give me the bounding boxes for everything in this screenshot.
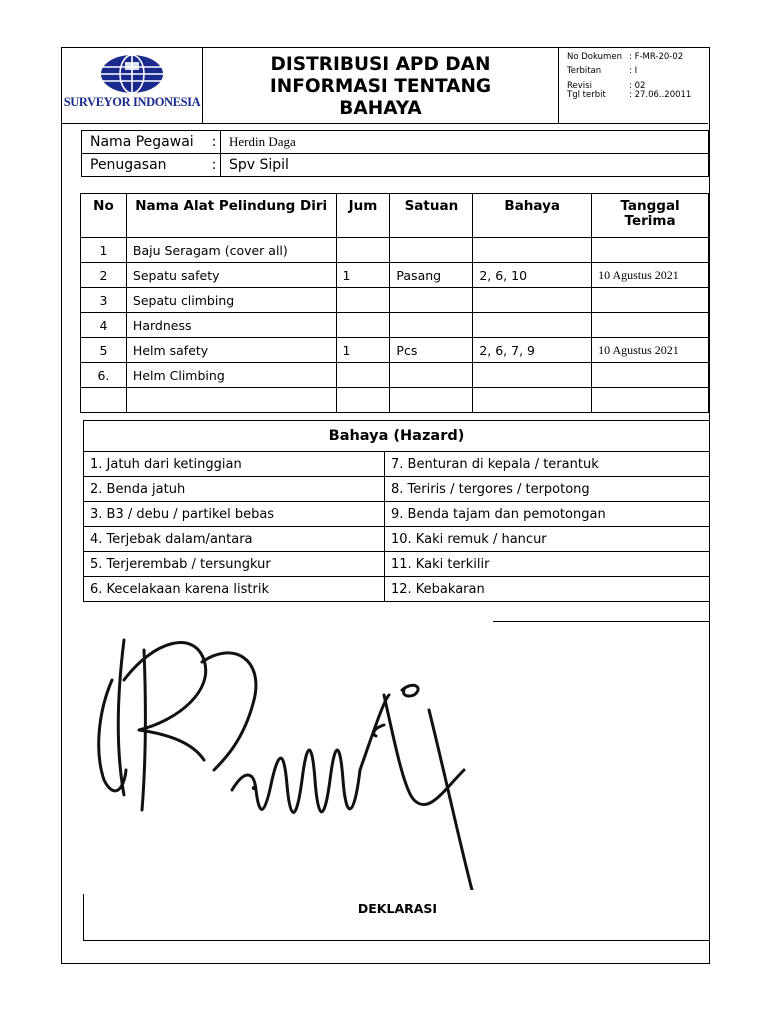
hazard-item: 11. Kaki terkilir [385, 552, 710, 577]
hazard-item: 8. Teriris / tergores / terpotong [385, 477, 710, 502]
cell-name [126, 388, 336, 413]
cell-date: 10 Agustus 2021 [592, 338, 709, 363]
meta-row: No Dokumen : F-MR-20-02 [567, 52, 684, 62]
cell-no: 4 [81, 313, 127, 338]
cell-hazard: 2, 6, 7, 9 [473, 338, 592, 363]
hazard-item: 1. Jatuh dari ketinggian [84, 452, 385, 477]
cell-unit [390, 363, 473, 388]
document-header [62, 48, 708, 124]
table-row [81, 388, 709, 413]
cell-hazard [473, 288, 592, 313]
hazard-row [84, 502, 710, 527]
cell-qty [336, 363, 390, 388]
meta-row: Terbitan : I [567, 66, 638, 76]
hazard-item: 12. Kebakaran [385, 577, 710, 602]
logo-text: SURVEYOR INDONESIA [63, 95, 201, 109]
cell-qty [336, 388, 390, 413]
col-header-unit: Satuan [390, 194, 473, 238]
table-row [81, 288, 709, 313]
cell-no: 5 [81, 338, 127, 363]
cell-date [592, 288, 709, 313]
cell-date: 10 Agustus 2021 [592, 263, 709, 288]
table-row [81, 338, 709, 363]
hazard-title-row [84, 421, 710, 452]
meta-row: Revisi : 02 [567, 81, 646, 91]
hazard-item: 7. Benturan di kepala / terantuk [385, 452, 710, 477]
table-row [81, 238, 709, 263]
hazard-title: Bahaya (Hazard) [84, 421, 710, 452]
cell-no [81, 388, 127, 413]
cell-no: 6. [81, 363, 127, 388]
assignment-label: Penugasan [82, 154, 209, 177]
cell-name: Baju Seragam (cover all) [126, 238, 336, 263]
cell-name: Sepatu safety [126, 263, 336, 288]
cell-qty [336, 238, 390, 263]
cell-unit [390, 313, 473, 338]
title-line-1: DISTRIBUSI APD DAN [270, 54, 491, 75]
cell-hazard [473, 313, 592, 338]
cell-unit: Pasang [390, 263, 473, 288]
cell-date [592, 363, 709, 388]
hazard-table [83, 420, 710, 602]
cell-date [592, 238, 709, 263]
col-header-no: No [81, 194, 127, 238]
meta-row: Tgl terbit : 27.06..20011 [567, 90, 692, 100]
name-label: Nama Pegawai [82, 131, 209, 154]
declaration-title: DEKLARASI [357, 901, 438, 916]
hazard-item: 4. Terjebak dalam/antara [84, 527, 385, 552]
cell-qty [336, 288, 390, 313]
company-logo [62, 48, 203, 123]
globe-logo-icon [99, 54, 165, 94]
cell-qty [336, 313, 390, 338]
title-line-3: BAHAYA [339, 98, 422, 119]
assignment-colon: : [208, 154, 221, 177]
hazard-item: 10. Kaki remuk / hancur [385, 527, 710, 552]
table-row [81, 363, 709, 388]
cell-no: 2 [81, 263, 127, 288]
name-value: Herdin Daga [221, 131, 709, 154]
cell-name: Sepatu climbing [126, 288, 336, 313]
document-page [61, 47, 710, 964]
hazard-row [84, 477, 710, 502]
cell-hazard [473, 388, 592, 413]
employee-table [81, 130, 709, 177]
hazard-row [84, 527, 710, 552]
cell-hazard: 2, 6, 10 [473, 263, 592, 288]
hazard-row [84, 577, 710, 602]
hazard-item: 2. Benda jatuh [84, 477, 385, 502]
cell-date [592, 388, 709, 413]
hazard-row [84, 552, 710, 577]
ppe-table [80, 193, 709, 413]
cell-date [592, 313, 709, 338]
employee-name-row [82, 131, 709, 154]
cell-name: Helm Climbing [126, 363, 336, 388]
cell-name: Helm safety [126, 338, 336, 363]
declaration-box [83, 894, 710, 941]
document-meta [559, 48, 709, 123]
cell-unit: Pcs [390, 338, 473, 363]
assignment-value: Spv Sipil [221, 154, 709, 177]
hazard-item: 5. Terjerembab / tersungkur [84, 552, 385, 577]
cell-unit [390, 238, 473, 263]
cell-no: 3 [81, 288, 127, 313]
table-row [81, 313, 709, 338]
col-header-hazard: Bahaya [473, 194, 592, 238]
signature-line [493, 621, 710, 622]
cell-qty: 1 [336, 263, 390, 288]
col-header-date: Tanggal Terima [592, 194, 709, 238]
handwritten-signature [84, 620, 484, 890]
cell-hazard [473, 238, 592, 263]
cell-unit [390, 388, 473, 413]
hazard-row [84, 452, 710, 477]
col-header-qty: Jum [336, 194, 390, 238]
cell-unit [390, 288, 473, 313]
ppe-header-row [81, 194, 709, 238]
cell-name: Hardness [126, 313, 336, 338]
name-colon: : [208, 131, 221, 154]
document-title [203, 48, 559, 123]
hazard-item: 3. B3 / debu / partikel bebas [84, 502, 385, 527]
cell-hazard [473, 363, 592, 388]
hazard-item: 6. Kecelakaan karena listrik [84, 577, 385, 602]
col-header-name: Nama Alat Pelindung Diri [126, 194, 336, 238]
cell-no: 1 [81, 238, 127, 263]
hazard-item: 9. Benda tajam dan pemotongan [385, 502, 710, 527]
employee-assignment-row [82, 154, 709, 177]
cell-qty: 1 [336, 338, 390, 363]
table-row [81, 263, 709, 288]
title-line-2: INFORMASI TENTANG [269, 76, 492, 97]
